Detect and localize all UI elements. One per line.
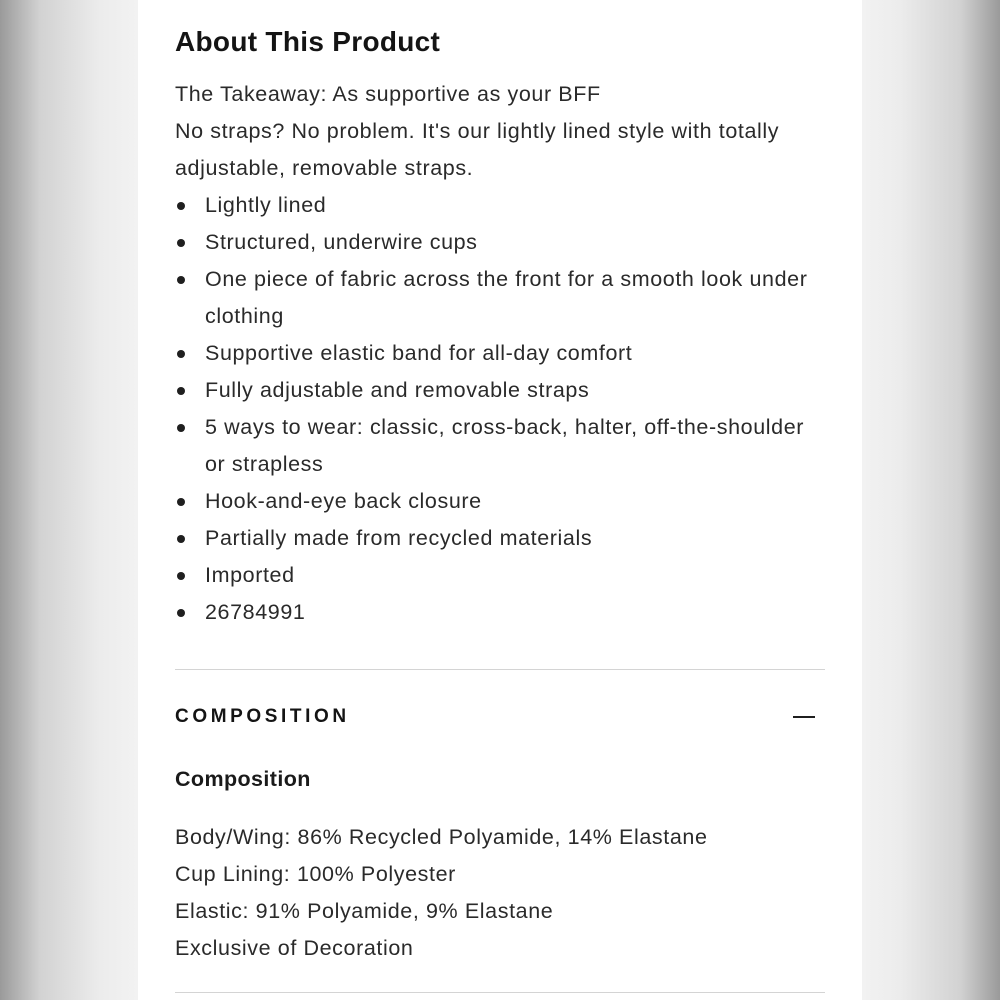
section-divider-top	[175, 669, 825, 670]
bullet-icon	[177, 239, 185, 247]
product-details-panel	[138, 0, 862, 1000]
composition-line: Exclusive of Decoration	[175, 936, 414, 960]
intro-text: No straps? No problem. It's our lightly lined style with totally adjustable, removable straps.	[175, 119, 780, 180]
feature-item: 5 ways to wear: classic, cross-back, halter, off-the-shoulder or strapless	[175, 409, 825, 483]
feature-item: Structured, underwire cups	[175, 224, 825, 261]
bullet-icon	[177, 609, 185, 617]
composition-line: Elastic: 91% Polyamide, 9% Elastane	[175, 899, 554, 923]
feature-item: Partially made from recycled materials	[175, 520, 825, 557]
bullet-icon	[177, 387, 185, 395]
feature-item: Fully adjustable and removable straps	[175, 372, 825, 409]
about-description	[175, 76, 825, 187]
composition-accordion-title: COMPOSITION	[175, 706, 350, 727]
feature-item: Supportive elastic band for all-day comfort	[175, 335, 825, 372]
feature-item: One piece of fabric across the front for a smooth look under clothing	[175, 261, 825, 335]
composition-line: Body/Wing: 86% Recycled Polyamide, 14% Elastane	[175, 825, 708, 849]
minus-icon	[793, 716, 815, 718]
feature-item: Hook-and-eye back closure	[175, 483, 825, 520]
section-divider-bottom	[175, 992, 825, 993]
composition-details	[175, 819, 708, 967]
composition-line: Cup Lining: 100% Polyester	[175, 862, 456, 886]
about-title: About This Product	[175, 26, 441, 57]
bullet-icon	[177, 498, 185, 506]
bullet-icon	[177, 202, 185, 210]
bullet-icon	[177, 572, 185, 580]
feature-item: Imported	[175, 557, 825, 594]
bullet-icon	[177, 535, 185, 543]
feature-item: Lightly lined	[175, 187, 825, 224]
composition-heading: Composition	[175, 767, 311, 791]
about-section	[175, 22, 825, 631]
feature-list	[175, 187, 825, 631]
feature-item-style-number: 26784991	[175, 594, 825, 631]
bullet-icon	[177, 424, 185, 432]
bullet-icon	[177, 350, 185, 358]
composition-accordion-toggle[interactable]	[175, 700, 825, 734]
takeaway-text: The Takeaway: As supportive as your BFF	[175, 82, 601, 106]
bullet-icon	[177, 276, 185, 284]
